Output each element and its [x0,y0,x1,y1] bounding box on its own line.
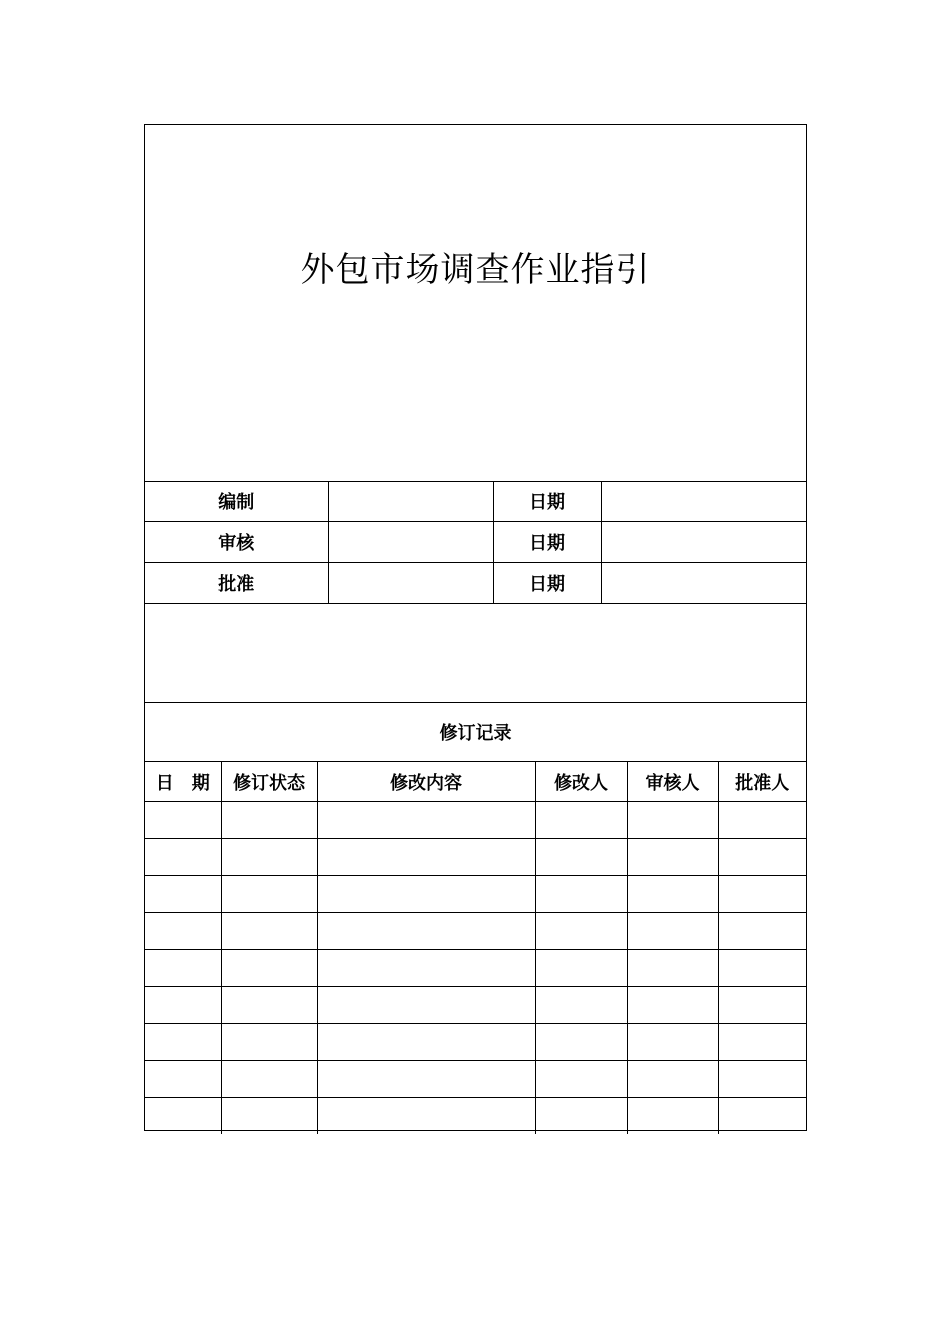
blank-area [145,604,806,703]
table-row [145,839,806,876]
cell-modifier[interactable] [535,913,627,950]
cell-status[interactable] [221,950,317,987]
header-approver: 批准人 [718,762,806,802]
document-frame [144,124,807,1131]
cell-status[interactable] [221,913,317,950]
cell-date[interactable] [145,1098,221,1135]
cell-approver[interactable] [718,987,806,1024]
approval-row [145,563,806,604]
table-row [145,1061,806,1098]
cell-modifier[interactable] [535,987,627,1024]
cell-content[interactable] [317,802,535,839]
cell-date[interactable] [145,913,221,950]
table-row [145,950,806,987]
cell-approver[interactable] [718,839,806,876]
cell-approver[interactable] [718,876,806,913]
cell-content[interactable] [317,1098,535,1135]
cell-approver[interactable] [718,913,806,950]
cell-reviewer[interactable] [627,1061,718,1098]
cell-content[interactable] [317,839,535,876]
cell-approver[interactable] [718,802,806,839]
header-reviewer: 审核人 [627,762,718,802]
table-row [145,913,806,950]
table-row [145,802,806,839]
cell-modifier[interactable] [535,1098,627,1135]
cell-content[interactable] [317,876,535,913]
approval-role-value[interactable] [328,563,493,604]
cell-date[interactable] [145,987,221,1024]
approval-date-value[interactable] [601,563,806,604]
cell-content[interactable] [317,1061,535,1098]
cell-approver[interactable] [718,1024,806,1061]
cell-modifier[interactable] [535,839,627,876]
cell-status[interactable] [221,987,317,1024]
revision-table [145,762,806,1134]
cell-status[interactable] [221,876,317,913]
cell-approver[interactable] [718,950,806,987]
approval-row [145,522,806,563]
cell-modifier[interactable] [535,802,627,839]
cell-date[interactable] [145,876,221,913]
table-row [145,1098,806,1135]
cell-approver[interactable] [718,1098,806,1135]
cell-reviewer[interactable] [627,987,718,1024]
document-title: 外包市场调查作业指引 [300,250,651,290]
cell-status[interactable] [221,802,317,839]
table-row [145,987,806,1024]
table-row [145,1024,806,1061]
cell-reviewer[interactable] [627,802,718,839]
cell-reviewer[interactable] [627,1098,718,1135]
revision-header-row [145,762,806,802]
cell-date[interactable] [145,950,221,987]
cell-reviewer[interactable] [627,950,718,987]
approval-date-value[interactable] [601,481,806,522]
cell-modifier[interactable] [535,876,627,913]
header-modifier: 修改人 [535,762,627,802]
cell-reviewer[interactable] [627,876,718,913]
approval-role-label: 编制 [145,481,328,522]
approval-date-label: 日期 [493,522,601,563]
cell-modifier[interactable] [535,1024,627,1061]
approval-date-value[interactable] [601,522,806,563]
cell-reviewer[interactable] [627,839,718,876]
header-date: 日 期 [145,762,221,802]
cell-reviewer[interactable] [627,913,718,950]
approval-role-label: 批准 [145,563,328,604]
cell-status[interactable] [221,1098,317,1135]
cell-date[interactable] [145,839,221,876]
header-content: 修改内容 [317,762,535,802]
approval-role-value[interactable] [328,522,493,563]
cell-reviewer[interactable] [627,1024,718,1061]
cell-modifier[interactable] [535,1061,627,1098]
approval-row [145,481,806,522]
cell-date[interactable] [145,802,221,839]
cell-content[interactable] [317,987,535,1024]
cell-approver[interactable] [718,1061,806,1098]
table-row [145,876,806,913]
approval-date-label: 日期 [493,563,601,604]
header-status: 修订状态 [221,762,317,802]
cell-content[interactable] [317,1024,535,1061]
cell-content[interactable] [317,913,535,950]
cell-status[interactable] [221,1024,317,1061]
cell-modifier[interactable] [535,950,627,987]
cell-status[interactable] [221,839,317,876]
approval-role-value[interactable] [328,481,493,522]
revision-title: 修订记录 [145,703,806,762]
approval-date-label: 日期 [493,481,601,522]
cell-content[interactable] [317,950,535,987]
title-area [145,125,806,482]
cell-date[interactable] [145,1024,221,1061]
approval-table [145,481,806,604]
approval-role-label: 审核 [145,522,328,563]
cell-status[interactable] [221,1061,317,1098]
cell-date[interactable] [145,1061,221,1098]
